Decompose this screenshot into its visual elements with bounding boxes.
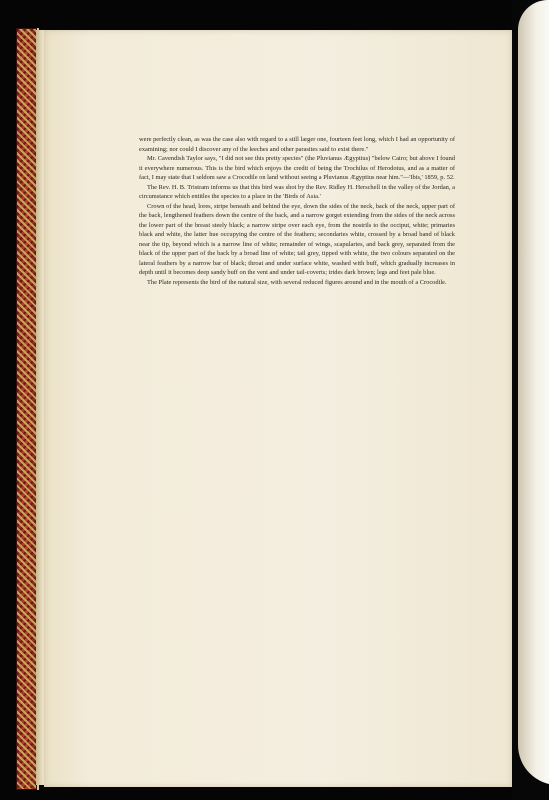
facing-page-curl — [518, 0, 549, 785]
body-text — [139, 135, 455, 287]
paragraph-tristram: The Rev. H. B. Tristram informs us that this bird was shot by the Rev. Ridley H. Herschell in the valley of the Jordan, a circumstance which entitles the species to a place in the 'Birds of Asia.' — [139, 183, 455, 200]
paragraph-taylor-quote: Mr. Cavendish Taylor says, "I did not see this pretty species" (the Pluvianus Ægyptius) "below Cairo; but above I found it everywhere numerous. This is the bird which enjoys the credit of being the Trochilus of Herodotus, and as a matter of fact, I may state that I seldom saw a Crocodile on land without seeing a Pluvianus Ægyptius near him."—'Ibis,' 1859, p. 52. — [139, 155, 455, 181]
facing-page-edge — [512, 0, 549, 800]
paragraph-continuation: were perfectly clean, as was the case also with regard to a still larger one, fourteen feet long, which I had an opportunity of examining; nor could I discover any of the leeches and other parasites said to exist there." — [139, 136, 455, 153]
paragraph-description: Crown of the head, lores, stripe beneath and behind the eye, down the sides of the neck, back of the neck, upper part of the back, lengthened feathers down the centre of the back, and a narrow gorget extending from the sides of the neck across the lower part of the breast steely black; a narrow stripe over each eye, from the nostrils to the occiput, white; primaries black and white, the latter hue occupying the centre of the feathers; secondaries white, crossed by a broad band of black near the tip, beyond which is a narrow line of white; remainder of wings, scapularies, and back grey, separated from the black of the upper part of the back by a broad line of white; tail grey, tipped with white, the two colours separated on the lateral feathers by a narrow bar of black; throat and under surface white, washed with buff, which gradually increases in depth until it becomes deep sandy buff on the vent and under tail-coverts; irides dark brown; legs and feet pale blue. — [139, 202, 455, 276]
paragraph-plate-note: The Plate represents the bird of the natural size, with several reduced figures around and in the mouth of a Crocodile. — [147, 278, 447, 286]
show-through-heading — [183, 120, 363, 132]
